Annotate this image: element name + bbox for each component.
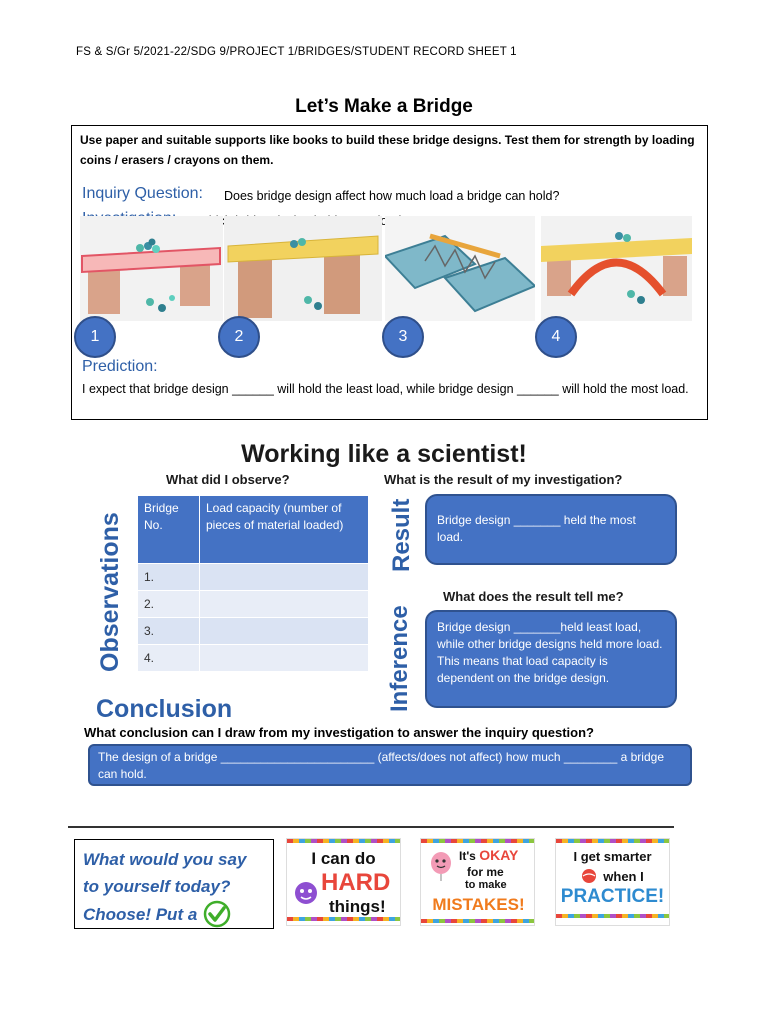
inference-box: Bridge design _______held least load, while other bridge designs held more load. This means that load capacity is dependent on the bridge design. bbox=[425, 610, 677, 708]
inquiry-label: Inquiry Question: bbox=[82, 185, 203, 202]
table-cell-input[interactable] bbox=[200, 645, 369, 672]
card-hard-line-2: HARD bbox=[321, 869, 391, 896]
scientist-title: Working like a scientist! bbox=[241, 440, 527, 468]
page-title: Let’s Make a Bridge bbox=[295, 96, 473, 117]
result-label: Result bbox=[388, 498, 415, 572]
bridge-photo-4 bbox=[541, 216, 692, 321]
card-practice-line-1: I get smarter bbox=[573, 849, 652, 864]
bridge-photo-2 bbox=[224, 216, 382, 321]
inference-label: Inference bbox=[386, 605, 413, 712]
choose-line-1: What would you say bbox=[83, 850, 247, 869]
card-practice[interactable] bbox=[555, 838, 670, 926]
table-cell-input[interactable] bbox=[200, 564, 369, 591]
card-mistakes-line-4: MISTAKES! bbox=[432, 895, 525, 914]
prediction-label: Prediction: bbox=[82, 358, 158, 375]
table-header-load-capacity: Load capacity (number of pieces of material loaded) bbox=[200, 496, 369, 564]
choose-box bbox=[74, 839, 274, 929]
result-question: What is the result of my investigation? bbox=[384, 472, 623, 487]
result-box: Bridge design _______ held the most load. bbox=[425, 494, 677, 565]
design-number-2: 2 bbox=[218, 316, 260, 358]
card-practice-line-2: when I bbox=[603, 868, 644, 884]
card-okay-mistakes[interactable] bbox=[420, 838, 535, 926]
ball-icon bbox=[581, 868, 597, 884]
card-practice-line-3: PRACTICE! bbox=[560, 886, 665, 907]
balloon-icon bbox=[429, 851, 453, 881]
prediction-text: I expect that bridge design ______ will hold the least load, while bridge design ______ will hold the most load. bbox=[82, 382, 689, 396]
bridge-photo-1 bbox=[80, 216, 223, 321]
card-mistakes-line-1: It's bbox=[459, 849, 476, 863]
inference-question: What does the result tell me? bbox=[443, 589, 624, 604]
checkmark-icon bbox=[203, 900, 231, 928]
observations-label: Observations bbox=[96, 512, 124, 672]
card-mistakes-okay: OKAY bbox=[479, 847, 519, 863]
table-cell-input[interactable] bbox=[200, 618, 369, 645]
table-cell-input[interactable] bbox=[200, 591, 369, 618]
table-header-bridge-no: Bridge No. bbox=[138, 496, 200, 564]
table-row-label: 1. bbox=[138, 564, 200, 591]
design-number-4: 4 bbox=[535, 316, 577, 358]
document-header: FS & S/Gr 5/2021-22/SDG 9/PROJECT 1/BRIDGES/STUDENT RECORD SHEET 1 bbox=[76, 46, 517, 58]
card-hard-line-3: things! bbox=[329, 897, 386, 916]
bridge-photo-3 bbox=[385, 216, 535, 321]
observations-table bbox=[137, 495, 369, 672]
design-number-3: 3 bbox=[382, 316, 424, 358]
divider bbox=[68, 826, 674, 828]
card-hard-line-1: I can do bbox=[311, 849, 376, 868]
conclusion-label: Conclusion bbox=[96, 695, 233, 723]
choose-line-2: to yourself today? bbox=[83, 877, 231, 896]
intro-text: Use paper and suitable supports like books to build these bridge designs. Test them for strength by loading coins / erasers / crayons on them. bbox=[80, 133, 695, 167]
table-row-label: 4. bbox=[138, 645, 200, 672]
card-mistakes-line-3: to make bbox=[465, 879, 507, 891]
observe-question: What did I observe? bbox=[166, 472, 290, 487]
inquiry-text: Does bridge design affect how much load a bridge can hold? bbox=[224, 189, 560, 203]
table-row-label: 2. bbox=[138, 591, 200, 618]
choose-line-3: Choose! Put a bbox=[83, 904, 198, 924]
character-icon bbox=[293, 879, 319, 909]
card-hard-things[interactable] bbox=[286, 838, 401, 926]
table-row-label: 3. bbox=[138, 618, 200, 645]
design-number-1: 1 bbox=[74, 316, 116, 358]
conclusion-box: The design of a bridge _______________________ (affects/does not affect) how much ________ a bridge can hold. bbox=[88, 744, 692, 786]
card-mistakes-line-2: for me bbox=[467, 865, 504, 879]
conclusion-question: What conclusion can I draw from my investigation to answer the inquiry question? bbox=[84, 725, 594, 740]
